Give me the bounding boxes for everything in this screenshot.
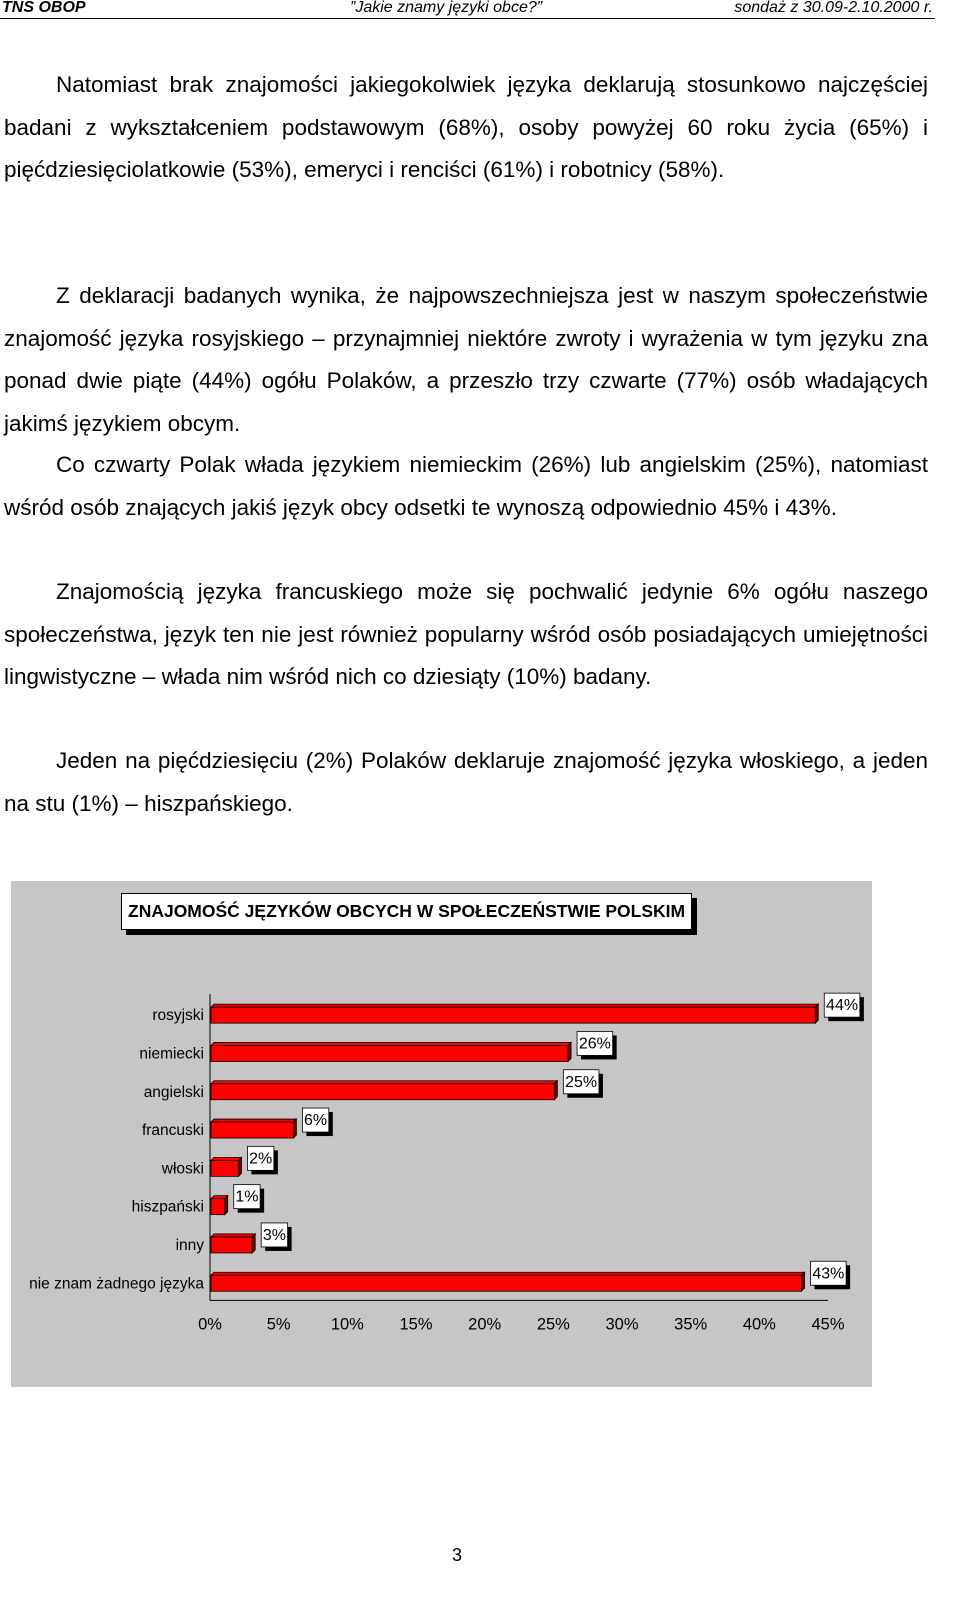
paragraph-2-text: Z deklaracji badanych wynika, że najpowszechniejsza jest w naszym społeczeństwie znajomość języka rosyjskiego – przynajmniej niektóre zwroty i wyrażenia w tym języku zna ponad dwie piąte (44%) ogółu Polaków, a przeszło trzy czwarte (77%) osób władających jakimś językiem obcym.	[4, 283, 928, 436]
x-tick-label: 25%	[536, 1315, 570, 1334]
bar-top-face	[211, 1004, 818, 1007]
paragraph-3-text: Co czwarty Polak włada językiem niemieckim (26%) lub angielskim (25%), natomiast wśród osób znających jakiś język obcy odsetki te wynoszą odpowiednio 45% i 43%.	[4, 452, 928, 520]
bar-top-face	[211, 1081, 557, 1084]
bar-top-face	[211, 1119, 296, 1122]
header-survey-date: sondaż z 30.09-2.10.2000 r.	[734, 0, 933, 16]
bar-side-face	[238, 1157, 241, 1176]
category-label: rosyjski	[152, 1007, 204, 1025]
bar-side-face	[802, 1272, 805, 1291]
bar-top-face	[211, 1157, 241, 1160]
bar-side-face	[815, 1004, 818, 1023]
bar	[211, 1007, 815, 1023]
category-label: angielski	[143, 1083, 204, 1101]
bar	[211, 1122, 293, 1138]
category-label: francuski	[141, 1122, 204, 1140]
category-label: hiszpański	[131, 1198, 204, 1216]
x-tick-label: 20%	[468, 1315, 502, 1334]
bar	[211, 1045, 568, 1061]
chart-panel	[11, 881, 872, 1387]
bar-side-face	[293, 1119, 296, 1138]
x-tick-label: 5%	[266, 1315, 291, 1334]
bar	[211, 1084, 554, 1100]
paragraph-4-text: Znajomością języka francuskiego może się pochwalić jedynie 6% ogółu naszego społeczeństwa, język ten nie jest również popularny wśród osób posiadających umiejętności lingwistyczne – włada nim wśród nich co dziesiąty (10%) badany.	[4, 579, 928, 689]
bar-top-face	[211, 1234, 255, 1237]
paragraph-3	[4, 444, 928, 529]
category-label: inny	[175, 1236, 204, 1254]
paragraph-2	[4, 275, 928, 445]
bar	[211, 1199, 225, 1215]
paragraph-1-text: Natomiast brak znajomości jakiegokolwiek języka deklarują stosunkowo najczęściej badani z wykształceniem podstawowym (68%), osoby powyżej 60 roku życia (65%) i pięćdziesięciolatkowie (53%), emeryci i renciści (61%) i robotnicy (58%).	[4, 72, 928, 182]
x-tick-label: 35%	[674, 1315, 708, 1334]
paragraph-1	[4, 64, 928, 192]
bar-side-face	[225, 1196, 228, 1215]
bar	[211, 1275, 802, 1291]
header-survey-title: ”Jakie znamy języki obce?”	[350, 0, 543, 16]
paragraph-5-text: Jeden na pięćdziesięciu (2%) Polaków deklaruje znajomość języka włoskiego, a jeden na stu (1%) – hiszpańskiego.	[4, 748, 928, 816]
page-number: 3	[452, 1545, 463, 1565]
bar-chart	[11, 881, 872, 1387]
data-label: 6%	[304, 1112, 328, 1130]
bar	[211, 1160, 238, 1176]
x-tick-label: 40%	[742, 1315, 776, 1334]
header-org: TNS OBOP	[2, 0, 86, 16]
data-label: 44%	[826, 997, 859, 1015]
page-header	[0, 0, 935, 19]
x-tick-label: 10%	[330, 1315, 364, 1334]
data-label: 1%	[235, 1188, 259, 1206]
paragraph-5	[4, 740, 928, 825]
data-label: 25%	[565, 1073, 598, 1091]
bar-side-face	[568, 1042, 571, 1061]
chart-title-box	[121, 893, 692, 930]
data-label: 3%	[262, 1226, 286, 1244]
bar-top-face	[211, 1042, 571, 1045]
x-tick-label: 0%	[198, 1315, 222, 1334]
data-label: 2%	[249, 1150, 273, 1168]
data-label: 26%	[578, 1035, 611, 1053]
bar-side-face	[252, 1234, 255, 1253]
x-tick-label: 30%	[605, 1315, 639, 1334]
bar-side-face	[554, 1081, 557, 1100]
chart-title: ZNAJOMOŚĆ JĘZYKÓW OBCYCH W SPOŁECZEŃSTWIE POLSKIM	[121, 893, 692, 930]
bar-top-face	[211, 1272, 805, 1275]
x-tick-label: 15%	[399, 1315, 433, 1334]
category-label: nie znam żadnego języka	[29, 1275, 204, 1293]
category-label: niemiecki	[139, 1045, 204, 1063]
category-label: włoski	[161, 1160, 204, 1178]
x-tick-label: 45%	[811, 1315, 845, 1334]
paragraph-4	[4, 571, 928, 699]
data-label: 43%	[812, 1265, 845, 1283]
bar	[211, 1237, 252, 1253]
